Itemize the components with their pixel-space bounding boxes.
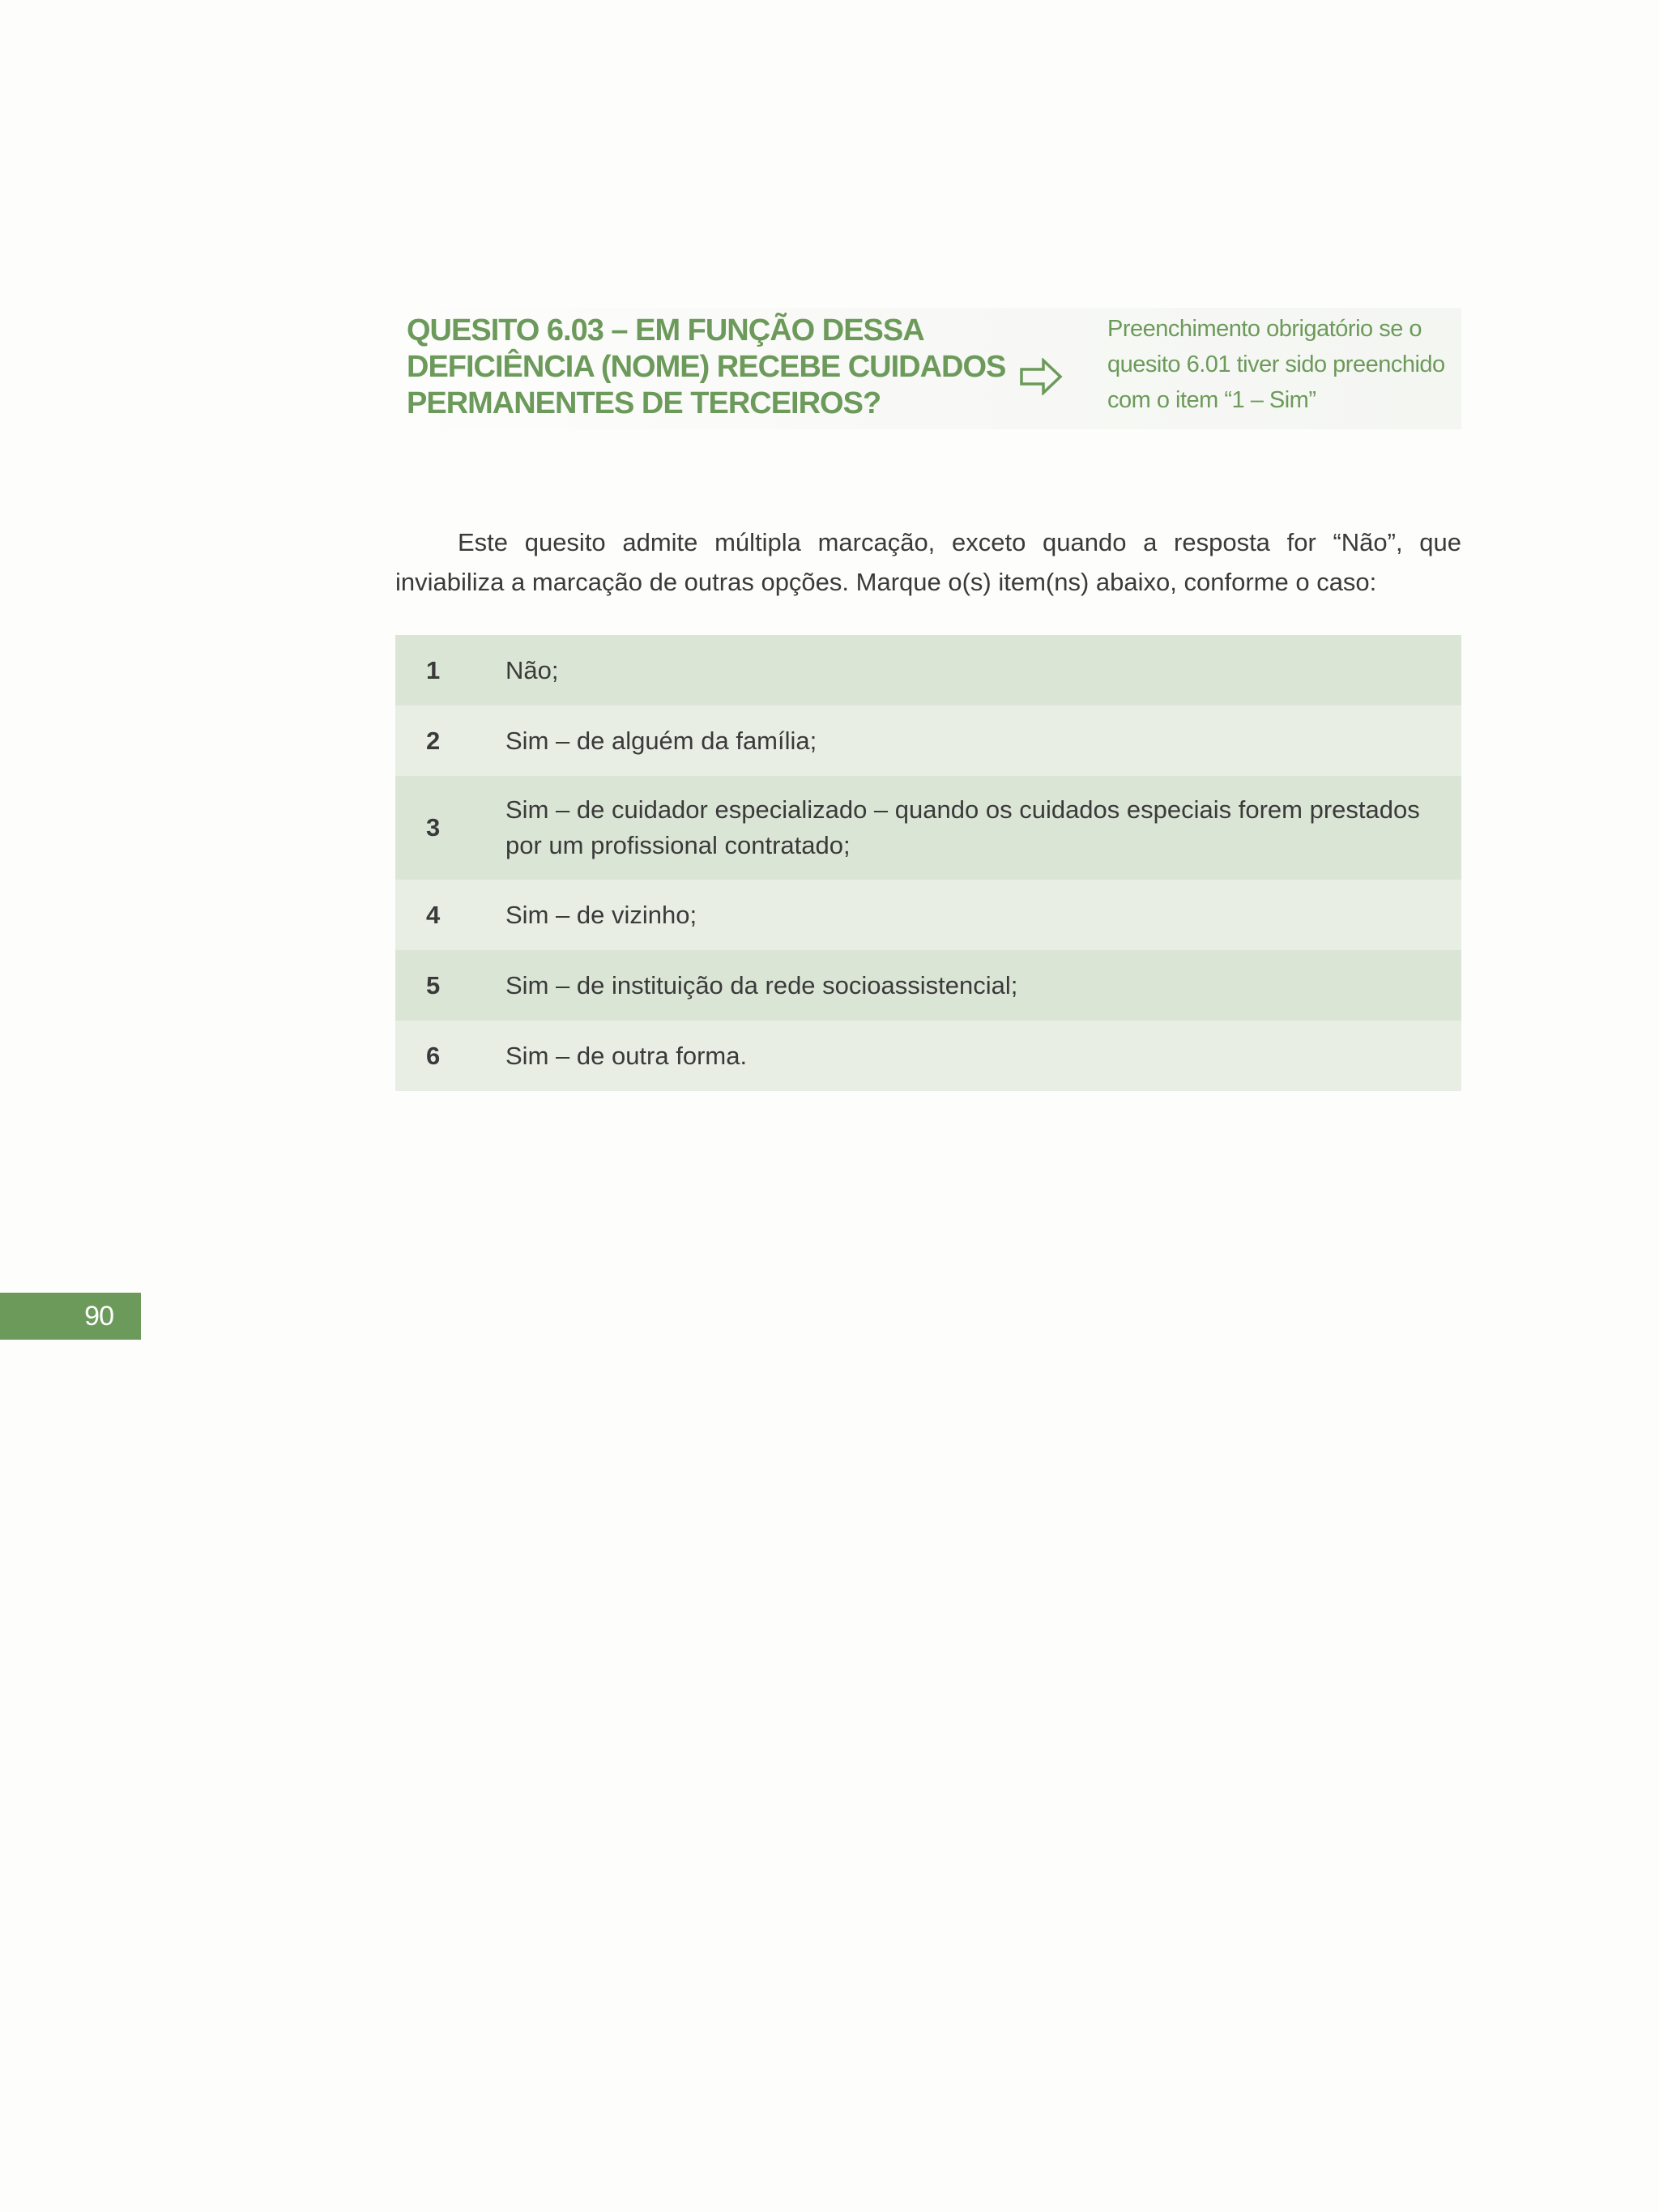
option-number: 5: [426, 970, 441, 999]
option-text: Sim – de vizinho;: [505, 900, 697, 929]
option-row: [395, 950, 1461, 1021]
option-row: [395, 776, 1461, 880]
option-row: [395, 635, 1461, 705]
option-text: Sim – de alguém da família;: [505, 726, 817, 755]
option-text: Sim – de outra forma.: [505, 1041, 748, 1070]
option-number: 2: [426, 726, 441, 755]
option-text: Sim – de cuidador especializado – quando os cuidados especiais forem prestados por um profissional contratado;: [505, 795, 1420, 859]
option-number: 3: [426, 813, 441, 842]
option-row: [395, 880, 1461, 950]
option-number: 6: [426, 1041, 441, 1070]
option-row: [395, 705, 1461, 776]
option-number: 1: [426, 655, 441, 684]
option-row: [395, 1021, 1461, 1091]
right-arrow-icon: [1019, 358, 1063, 395]
options-table: [395, 635, 1461, 1091]
fill-requirement-note: Preenchimento obrigatório se o quesito 6.01 tiver sido preenchido com o item “1 – Sim”: [1107, 316, 1445, 413]
instruction-paragraph: Este quesito admite múltipla marcação, exceto quando a resposta for “Não”, que inviabiliza a marcação de outras opções. Marque o(s) item(ns) abaixo, conforme o caso:: [395, 528, 1461, 596]
page-number-tab: [0, 1293, 141, 1340]
option-number: 4: [426, 900, 441, 929]
option-text: Sim – de instituição da rede socioassistencial;: [505, 970, 1018, 999]
page-number: 90: [84, 1301, 113, 1332]
option-text: Não;: [505, 655, 559, 684]
question-title: QUESITO 6.03 – EM FUNÇÃO DESSA DEFICIÊNCIA (NOME) RECEBE CUIDADOS PERMANENTES DE TERCEIROS?: [407, 313, 1006, 420]
